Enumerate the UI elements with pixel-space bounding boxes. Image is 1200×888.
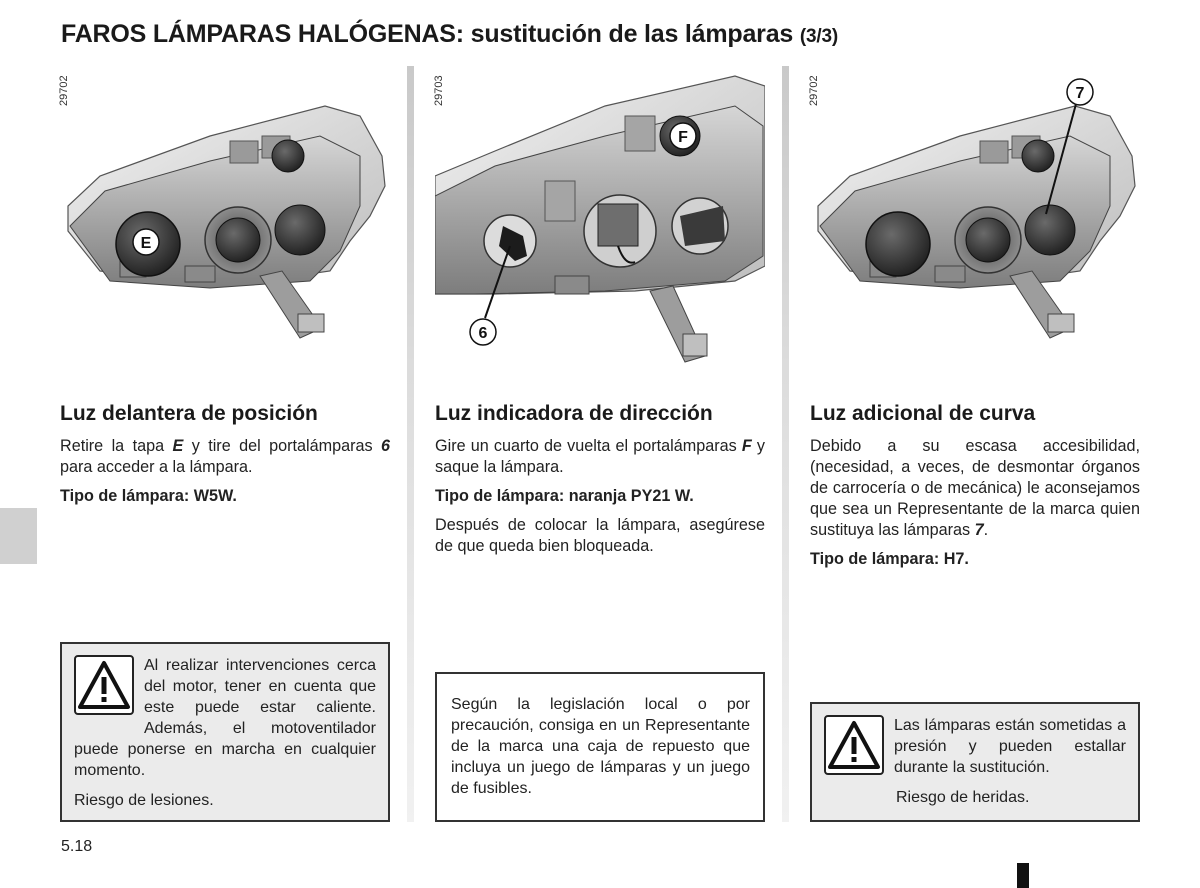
warning-triangle-icon: [74, 655, 134, 715]
callout-6: 6: [478, 325, 488, 342]
column-cornering-light: [810, 0, 1140, 888]
note-text: Según la legislación local o por precaución, consiga en un Representante de la marca una caja de repuesto que incluya un juego de lámparas y un juego de fusibles.: [451, 696, 750, 797]
column-divider: [407, 66, 414, 822]
additional-instruction: Después de colocar la lámpara, asegúrese de que queda bien bloqueada.: [435, 516, 765, 555]
warning-risk: Riesgo de lesiones.: [74, 792, 214, 809]
headlamp-figure-rear-cap: [810, 66, 1140, 376]
headlamp-illustration: [435, 66, 765, 376]
headlamp-figure-open: [435, 66, 765, 376]
warning-risk: Riesgo de heridas.: [896, 789, 1030, 806]
warning-text: Las lámparas están sometidas a presión y pueden estallar durante la sustitución.: [894, 717, 1126, 776]
section-title: Luz adicional de curva: [810, 402, 1036, 425]
page-title-part: (3/3): [799, 26, 838, 47]
column-turn-signal: [435, 0, 765, 888]
figure-code: 29702: [58, 75, 70, 106]
warning-triangle-icon: [824, 715, 884, 775]
column-position-light: [60, 0, 390, 888]
instruction-paragraph: Retire la tapa E y tire del portalámparas 6 para acceder a la lámpara.: [60, 437, 390, 476]
corner-mark: [1017, 863, 1029, 888]
section-title: Luz delantera de posición: [60, 402, 318, 425]
warning-box: [60, 642, 390, 822]
callout-f: F: [678, 129, 688, 146]
headlamp-illustration: [60, 66, 390, 376]
section-title: Luz indicadora de dirección: [435, 402, 713, 425]
figure-code: 29702: [808, 75, 820, 106]
page-title-text: FAROS LÁMPARAS HALÓGENAS: sustitución de las lámparas: [61, 20, 794, 48]
note-box: [435, 672, 765, 822]
page-number: 5.18: [61, 838, 93, 855]
chapter-tab: [0, 508, 37, 564]
warning-text: Al realizar intervenciones cerca del motor, tener en cuenta que este puede estar caliente. Además, el motoventilador puede ponerse en marcha en cualquier momento.: [74, 657, 376, 779]
section-body: [60, 436, 390, 515]
section-body: [810, 436, 1140, 578]
lamp-type: Tipo de lámpara: H7.: [810, 550, 969, 568]
section-body: [435, 436, 765, 565]
column-divider: [782, 66, 789, 822]
instruction-paragraph: Gire un cuarto de vuelta el portalámparas F y saque la lámpara.: [435, 437, 765, 476]
figure-code: 29703: [433, 75, 445, 106]
callout-e: E: [140, 235, 152, 252]
headlamp-illustration: [810, 66, 1140, 376]
instruction-paragraph: Debido a su escasa accesibilidad, (necesidad, a veces, de desmontar órganos de carrocería o de mecánica) le aconsejamos que sea un Representante de la marca quien sustituya las lámparas 7.: [810, 437, 1140, 539]
lamp-type: Tipo de lámpara: naranja PY21 W.: [435, 487, 694, 505]
callout-7: 7: [1075, 85, 1085, 102]
headlamp-figure-rear-cap: [60, 66, 390, 376]
lamp-type: Tipo de lámpara: W5W.: [60, 487, 237, 505]
warning-box: [810, 702, 1140, 822]
